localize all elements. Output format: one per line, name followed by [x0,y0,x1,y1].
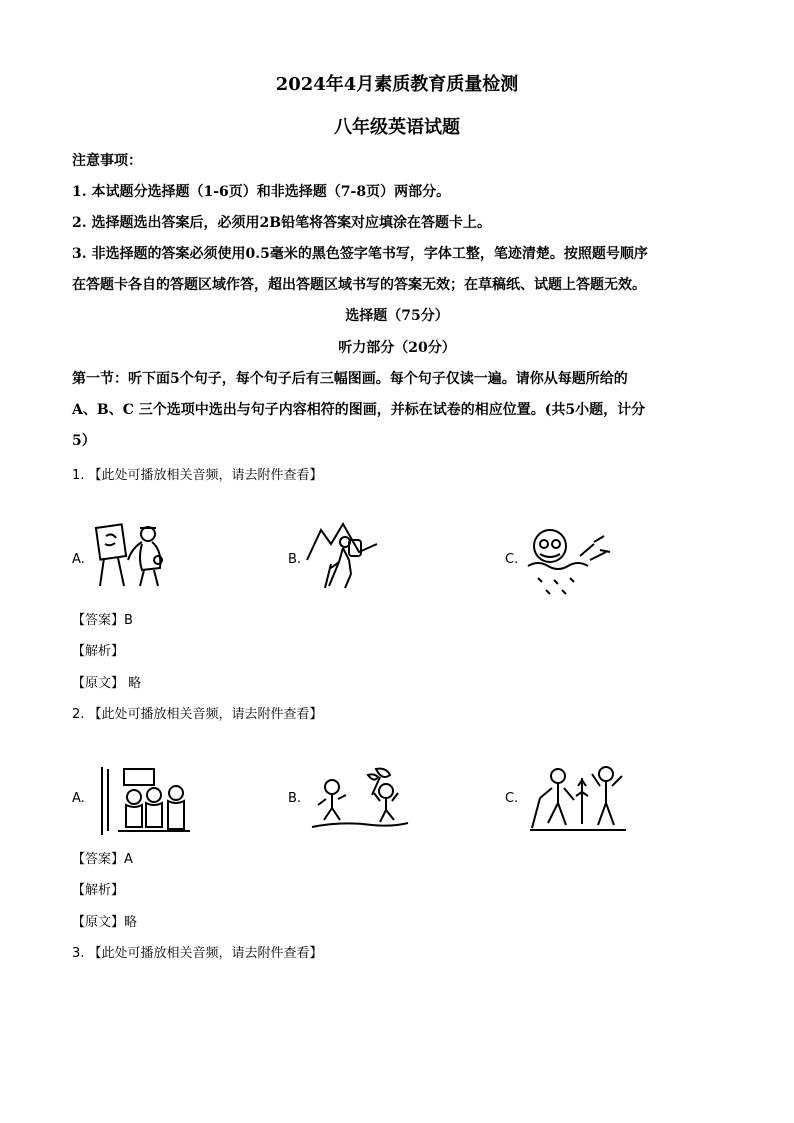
q1-option-b-label: B. [288,552,302,567]
painter-icon [92,520,174,590]
tree-planting-icon [528,762,628,834]
classroom-icon [98,765,196,837]
section-title: 选择题（75分） [345,308,449,324]
question-1-original: 【原文】 略 [72,676,142,691]
instruction-line-1: 第一节：听下面5个句子，每个句子后有三幅图画。每个句子仅读一遍。请你从每题所给的 [72,371,628,387]
question-1-stem: 1. 【此处可播放相关音频，请去附件查看】 [72,468,323,483]
notice-item-2: 2. 选择题选出答案后，必须用2B铅笔将答案对应填涂在答题卡上。 [72,215,492,231]
q2-option-a-label: A. [72,791,85,806]
kite-kids-icon [310,765,410,831]
notice-item-3-cont: 在答题卡各自的答题区域作答，超出答题区域书写的答案无效；在草稿纸、试题上答题无效。 [72,277,646,293]
section-part: 听力部分（20分） [338,340,456,356]
instruction-line-3: 5） [72,433,96,449]
question-2-original: 【原文】略 [72,915,138,930]
question-1-analysis: 【解析】 [72,644,125,659]
q2-option-c-label: C. [505,791,519,806]
question-3-stem: 3. 【此处可播放相关音频，请去附件查看】 [72,946,323,961]
q1-option-c-label: C. [505,552,519,567]
q2-option-b-label: B. [288,791,302,806]
notice-item-3: 3. 非选择题的答案必须使用0.5毫米的黑色签字笔书写，字体工整，笔迹清楚。按照题号顺序 [72,246,648,262]
page-subtitle: 八年级英语试题 [334,117,460,138]
notice-item-1: 1. 本试题分选择题（1-6页）和非选择题（7-8页）两部分。 [72,184,451,200]
question-2-analysis: 【解析】 [72,883,125,898]
instruction-line-2: A、B、C 三个选项中选出与句子内容相符的图画，并标在试卷的相应位置。(共5小题，计分 [72,402,646,418]
swimmer-icon [520,520,620,598]
question-1-answer: 【答案】B [72,613,133,628]
question-2-stem: 2. 【此处可播放相关音频，请去附件查看】 [72,707,323,722]
hiker-icon [305,520,387,590]
q1-option-a-label: A. [72,552,85,567]
notice-heading: 注意事项： [72,153,142,169]
page-title: 2024年4月素质教育质量检测 [275,74,519,95]
question-2-answer: 【答案】A [72,852,133,867]
